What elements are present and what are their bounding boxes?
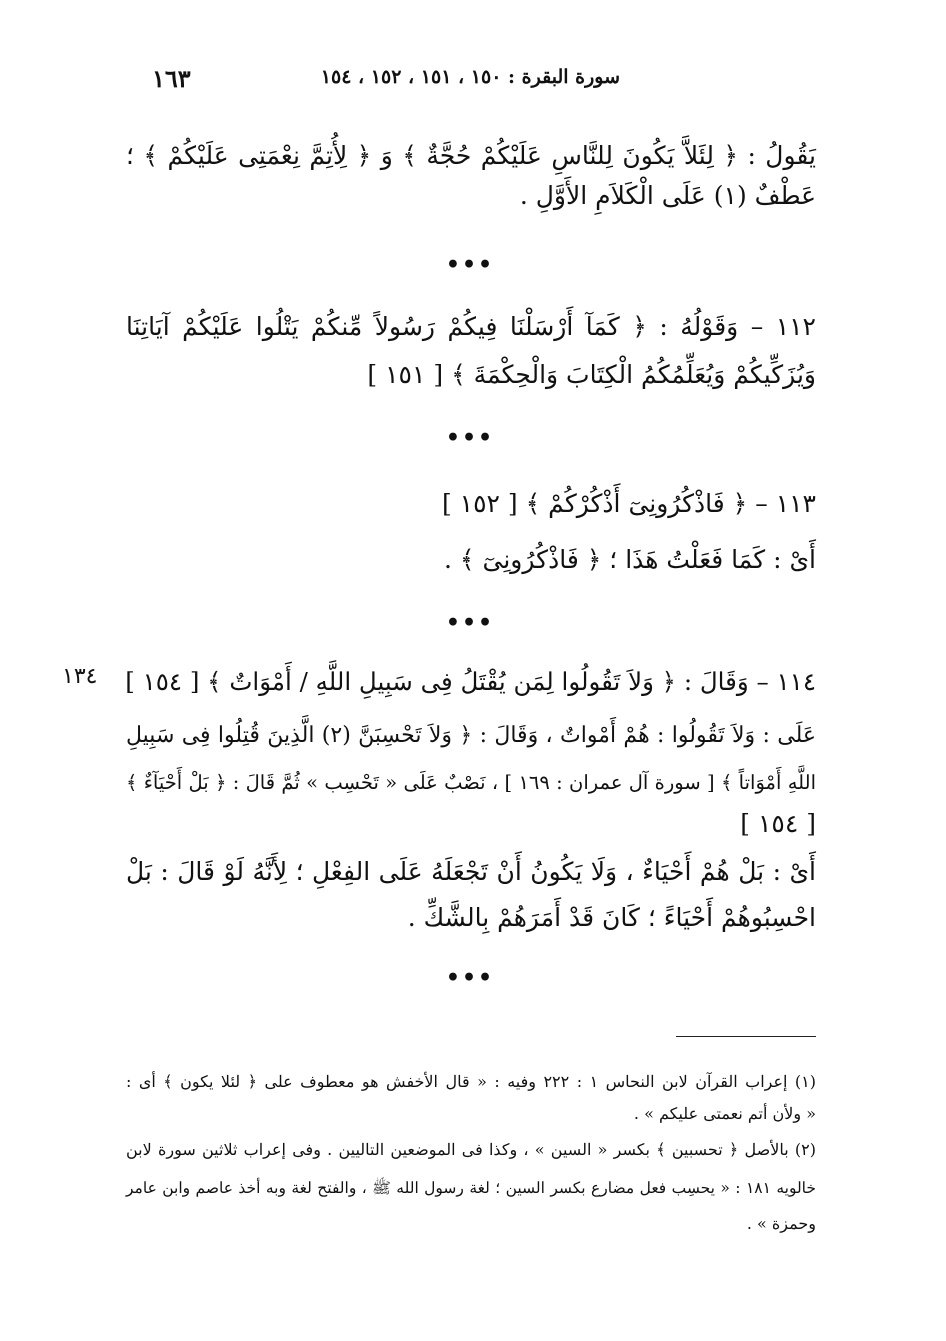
text-line-12: احْسِبُوهُمْ أَحْيَاءً ؛ كَانَ قَدْ أَمَرَهُمْ بِالشَّكِّ .	[407, 903, 816, 932]
footnote-line-1: (١) إعراب القرآن لابن النحاس ١ : ٢٢٢ وفيه : « قال الأخفش هو معطوف على ﴿ لئلا يكون ﴾ أى :	[126, 1072, 817, 1091]
section-separator-2: •••	[445, 425, 495, 451]
text-line-1: يَقُولُ : ﴿ لِئَلاَّ يَكُونَ لِلنَّاسِ عَلَيْكُمْ حُجَّةٌ ﴾ وَ ﴿ لِأُتِمَّ نِعْمَتِى عَلَيْكُمْ ﴾ ؛	[126, 141, 816, 170]
footnote-line-3: (٢) بالأصل ﴿ تحسبين ﴾ بكسر « السين » ، وكذا فى الموضعين التاليين . وفى إعراب ثلاثين سورة لابن	[126, 1140, 816, 1159]
footnote-divider	[676, 1036, 816, 1037]
section-separator-4: •••	[445, 965, 495, 991]
section-separator-1: •••	[445, 252, 495, 278]
text-line-3: ١١٢ – وَقَوْلُهُ : ﴿ كَمَآ أَرْسَلْنَا فِيكُمْ رَسُولاً مِّنكُمْ يَتْلُوا عَلَيْكُمْ آيَاتِنَا	[126, 312, 816, 341]
text-line-2: عَطْفٌ (١) عَلَى الْكَلاَمِ الأَوَّلِ .	[519, 181, 816, 210]
text-line-7: ١١٤ – وَقَالَ : ﴿ وَلاَ تَقُولُوا لِمَن يُقْتَلُ فِى سَبِيلِ اللَّهِ / أَمْوَاتٌ ﴾ [ ١٥٤ ]	[125, 667, 816, 696]
surah-header-title: سورة البقرة : ١٥٠ ، ١٥١ ، ١٥٢ ، ١٥٤	[320, 66, 620, 88]
text-line-4: وَيُزَكِّيكُمْ وَيُعَلِّمُكُمُ الْكِتَابَ وَالْحِكْمَةَ ﴾ [ ١٥١ ]	[367, 360, 816, 389]
text-line-11: أَىْ : بَلْ هُمْ أَحْيَاءٌ ، وَلَا يَكُونُ أَنْ تَجْعَلَهُ عَلَى الفِعْلِ ؛ لِأَنَّهُ لَوْ قَالَ : بَلْ	[126, 857, 816, 886]
section-separator-3: •••	[445, 610, 495, 636]
footnote-line-4: خالويه ١٨١ : « يحسِب فعل مضارع بكسر السين ؛ لغة رسول الله ﷺ ، والفتح لغة وبه أخذ عاصم وابن عامر	[126, 1179, 816, 1197]
page-header	[140, 62, 620, 102]
text-line-9: اللَّهِ أَمْوَاتاً ﴾ [ سورة آل عمران : ١٦٩ ] ، نَصْبٌ عَلَى « تَحْسِب » ثُمَّ قَالَ : ﴿ بَلْ أَحْيَآءٌ ﴾	[126, 771, 816, 794]
text-line-5: ١١٣ – ﴿ فَاذْكُرُونِىٓ أَذْكُرْكُمْ ﴾ [ ١٥٢ ]	[441, 489, 816, 518]
page-number: ١٦٣	[152, 64, 191, 93]
footnote-line-2: « ولأن أتم نعمتى عليكم » .	[633, 1104, 816, 1123]
text-line-10: [ ١٥٤ ]	[740, 809, 816, 838]
footnote-line-5: وحمزة » .	[746, 1214, 816, 1233]
text-line-6: أَىْ : كَمَا فَعَلْتُ هَذَا ؛ ﴿ فَاذْكُرُونِىٓ ﴾ .	[444, 545, 816, 574]
margin-page-reference: ١٣٤	[62, 664, 98, 689]
text-line-8: عَلَى : وَلاَ تَقُولُوا : هُمْ أَمْواتٌ ، وَقَالَ : ﴿ وَلاَ تَحْسِبَنَّ (٢) الَّذِينَ قُتِلُوا فِى سَبِيلِ	[126, 723, 816, 748]
